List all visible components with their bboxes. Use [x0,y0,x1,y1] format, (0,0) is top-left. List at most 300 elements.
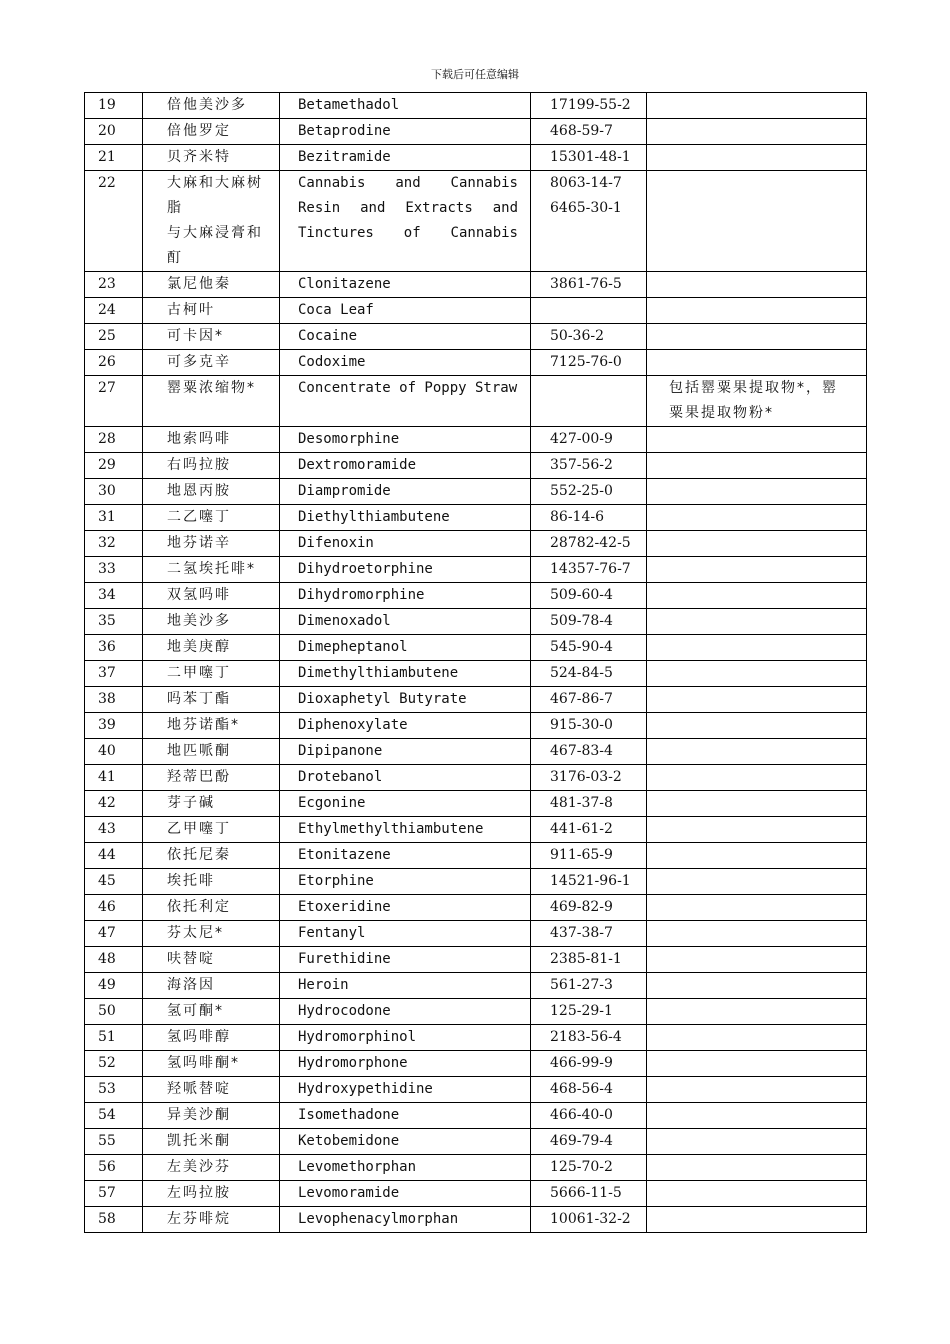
cas-number-line: 10061-32-2 [550,1211,631,1227]
chinese-name [143,145,280,171]
remark [647,609,867,635]
row-number: 43 [85,817,143,843]
english-name [280,1103,531,1129]
remark [647,298,867,324]
cas-number-line: 6465-30-1 [550,200,622,216]
remark [647,145,867,171]
table-row [85,324,867,350]
cas-number-line: 466-99-9 [550,1055,613,1071]
remark [647,1207,867,1233]
chinese-name-line: 海洛因 [167,977,215,993]
remark [647,479,867,505]
chinese-name-line: 地恩丙胺 [167,483,231,499]
english-name [280,298,531,324]
row-number: 31 [85,505,143,531]
cas-number [531,583,647,609]
cas-number-line: 509-78-4 [550,613,613,629]
english-name-line: Etoxeridine [298,899,391,915]
chinese-name-line: 地美沙多 [167,613,231,629]
remark [647,505,867,531]
cas-number [531,869,647,895]
cas-number-line: 468-59-7 [550,123,613,139]
cas-number-line: 17199-55-2 [550,97,631,113]
english-name-line: Dihydromorphine [298,587,425,603]
row-number: 30 [85,479,143,505]
row-number: 58 [85,1207,143,1233]
row-number: 35 [85,609,143,635]
remark [647,453,867,479]
cas-number-line: 2183-56-4 [550,1029,622,1045]
chinese-name [143,453,280,479]
table-row [85,350,867,376]
english-name [280,350,531,376]
cas-number-line: 7125-76-0 [550,354,622,370]
english-name-line: Coca Leaf [298,302,374,318]
cas-number [531,427,647,453]
english-name-line: Betaprodine [298,123,391,139]
english-name-line: Dimepheptanol [298,639,408,655]
chinese-name [143,1025,280,1051]
cas-number [531,479,647,505]
chinese-name-line: 右吗拉胺 [167,457,231,473]
table-row [85,376,867,427]
table-row [85,1155,867,1181]
cas-number [531,1207,647,1233]
cas-number [531,661,647,687]
english-name [280,661,531,687]
chinese-name-line: 氢吗啡酮* [167,1055,240,1071]
cas-number-line: 509-60-4 [550,587,613,603]
table-body [85,93,867,1233]
english-name-line: Dimenoxadol [298,613,391,629]
row-number: 51 [85,1025,143,1051]
cas-number-line: 467-86-7 [550,691,613,707]
chinese-name-line: 左美沙芬 [167,1159,231,1175]
table-row [85,817,867,843]
cas-number [531,687,647,713]
chinese-name [143,350,280,376]
table-row [85,609,867,635]
chinese-name [143,635,280,661]
row-number: 56 [85,1155,143,1181]
chinese-name [143,1155,280,1181]
chinese-name-line: 二氢埃托啡* [167,561,256,577]
chinese-name [143,1051,280,1077]
chinese-name [143,687,280,713]
english-name-line: Etonitazene [298,847,391,863]
cas-number [531,119,647,145]
chinese-name-line: 凯托米酮 [167,1133,231,1149]
cas-number-line: 3176-03-2 [550,769,622,785]
table-row [85,1181,867,1207]
chinese-name-line: 芽子碱 [167,795,215,811]
chinese-name-line: 芬太尼* [167,925,224,941]
cas-number [531,973,647,999]
table-row [85,479,867,505]
english-name [280,324,531,350]
chinese-name [143,973,280,999]
english-name-line: Levophenacylmorphan [298,1211,459,1227]
cas-number-line: 561-27-3 [550,977,613,993]
remark [647,1129,867,1155]
english-name-line: Clonitazene [298,276,391,292]
row-number: 25 [85,324,143,350]
cas-number [531,1155,647,1181]
english-name [280,1051,531,1077]
remark [647,921,867,947]
row-number: 32 [85,531,143,557]
remark [647,739,867,765]
cas-number-line: 3861-76-5 [550,276,622,292]
chinese-name-line: 羟哌替啶 [167,1081,231,1097]
cas-number [531,350,647,376]
remark [647,817,867,843]
english-name [280,973,531,999]
chinese-name-line: 乙甲噻丁 [167,821,231,837]
english-name [280,635,531,661]
chinese-name [143,583,280,609]
english-name [280,791,531,817]
cas-number [531,713,647,739]
chinese-name-line: 依托尼秦 [167,847,231,863]
english-name [280,479,531,505]
chinese-name [143,1103,280,1129]
cas-number-line: 8063-14-7 [550,175,622,191]
cas-number-line: 469-79-4 [550,1133,613,1149]
english-name-line: Cocaine [298,328,358,344]
english-name [280,739,531,765]
row-number: 53 [85,1077,143,1103]
cas-number [531,1103,647,1129]
chinese-name-line: 呋替啶 [167,951,215,967]
english-name-line: Isomethadone [298,1107,400,1123]
cas-number [531,947,647,973]
cas-number-line: 524-84-5 [550,665,613,681]
chinese-name-line: 二甲噻丁 [167,665,231,681]
cas-number-line: 911-65-9 [550,847,613,863]
chinese-name-line: 大麻和大麻树 [167,175,263,191]
english-name-line: Dioxaphetyl Butyrate [298,691,467,707]
english-name-line: Tinctures of Cannabis [298,225,518,241]
chinese-name-line: 埃托啡 [167,873,215,889]
english-name-line: Levomethorphan [298,1159,417,1175]
english-name [280,1025,531,1051]
chinese-name-line: 倍他美沙多 [167,97,247,113]
cas-number-line: 86-14-6 [550,509,604,525]
chinese-name-line: 脂 [167,200,183,216]
table-row [85,93,867,119]
remark [647,687,867,713]
table-row [85,843,867,869]
chinese-name [143,272,280,298]
english-name-line: Levomoramide [298,1185,400,1201]
chinese-name-line: 双氢吗啡 [167,587,231,603]
chinese-name-line: 可卡因* [167,328,224,344]
chinese-name [143,609,280,635]
row-number: 44 [85,843,143,869]
english-name [280,427,531,453]
cas-number-line: 469-82-9 [550,899,613,915]
chinese-name-line: 地索吗啡 [167,431,231,447]
cas-number [531,1181,647,1207]
chinese-name [143,93,280,119]
english-name-line: Hydrocodone [298,1003,391,1019]
row-number: 55 [85,1129,143,1155]
chinese-name-line: 氯尼他秦 [167,276,231,292]
remark [647,531,867,557]
chinese-name-line: 氢可酮* [167,1003,224,1019]
page-header: 下载后可任意编辑 [431,68,519,81]
chinese-name-line: 左吗拉胺 [167,1185,231,1201]
english-name [280,119,531,145]
table-row [85,171,867,272]
english-name [280,93,531,119]
remark [647,1181,867,1207]
chinese-name [143,947,280,973]
row-number: 21 [85,145,143,171]
remark [647,635,867,661]
chinese-name-line: 地匹哌酮 [167,743,231,759]
chinese-name [143,479,280,505]
english-name-line: Dextromoramide [298,457,417,473]
table-row [85,921,867,947]
chinese-name [143,427,280,453]
row-number: 48 [85,947,143,973]
row-number: 54 [85,1103,143,1129]
chinese-name [143,1077,280,1103]
table-row [85,453,867,479]
row-number: 38 [85,687,143,713]
remark [647,427,867,453]
chinese-name [143,531,280,557]
english-name-line: Fentanyl [298,925,366,941]
table-row [85,145,867,171]
english-name-line: Codoxime [298,354,366,370]
chinese-name-line: 氢吗啡醇 [167,1029,231,1045]
cas-number [531,1129,647,1155]
row-number: 41 [85,765,143,791]
english-name [280,505,531,531]
cas-number [531,843,647,869]
cas-number [531,1077,647,1103]
cas-number-line: 467-83-4 [550,743,613,759]
remark [647,895,867,921]
table-row [85,557,867,583]
cas-number [531,272,647,298]
english-name [280,687,531,713]
cas-number [531,171,647,272]
cas-number [531,453,647,479]
chinese-name-line: 与大麻浸膏和 [167,225,263,241]
cas-number-line: 125-29-1 [550,1003,613,1019]
table-row [85,272,867,298]
row-number: 19 [85,93,143,119]
cas-number [531,609,647,635]
remark [647,843,867,869]
english-name [280,272,531,298]
english-name-line: Drotebanol [298,769,383,785]
row-number: 40 [85,739,143,765]
chinese-name [143,1181,280,1207]
english-name [280,713,531,739]
chinese-name-line: 二乙噻丁 [167,509,231,525]
row-number: 26 [85,350,143,376]
row-number: 36 [85,635,143,661]
english-name-line: Bezitramide [298,149,391,165]
chinese-name [143,1207,280,1233]
english-name [280,921,531,947]
cas-number [531,739,647,765]
remark [647,557,867,583]
english-name [280,895,531,921]
remark [647,999,867,1025]
english-name [280,947,531,973]
english-name [280,817,531,843]
cas-number-line: 481-37-8 [550,795,613,811]
remark [647,1025,867,1051]
english-name [280,557,531,583]
english-name [280,609,531,635]
chinese-name [143,324,280,350]
table-row [85,687,867,713]
remark [647,324,867,350]
cas-number-line: 552-25-0 [550,483,613,499]
english-name-line: Ecgonine [298,795,366,811]
row-number: 20 [85,119,143,145]
remark [647,765,867,791]
table-row [85,999,867,1025]
remark [647,1077,867,1103]
english-name [280,145,531,171]
cas-number-line: 545-90-4 [550,639,613,655]
english-name-line: Hydromorphinol [298,1029,417,1045]
remark [647,119,867,145]
cas-number-line: 468-56-4 [550,1081,613,1097]
chinese-name-line: 地美庚醇 [167,639,231,655]
cas-number [531,298,647,324]
chinese-name [143,171,280,272]
cas-number-line: 915-30-0 [550,717,613,733]
remark [647,947,867,973]
table-row [85,947,867,973]
row-number: 47 [85,921,143,947]
row-number: 33 [85,557,143,583]
cas-number [531,791,647,817]
chinese-name [143,895,280,921]
english-name [280,1129,531,1155]
cas-number [531,324,647,350]
row-number: 45 [85,869,143,895]
cas-number [531,557,647,583]
english-name-line: Etorphine [298,873,374,889]
english-name-line: Dipipanone [298,743,383,759]
english-name-line: Desomorphine [298,431,400,447]
english-name [280,1077,531,1103]
chinese-name-line: 贝齐米特 [167,149,231,165]
cas-number-line: 14521-96-1 [550,873,631,889]
chinese-name [143,505,280,531]
english-name [280,583,531,609]
chinese-name [143,739,280,765]
remark [647,93,867,119]
chinese-name-line: 地芬诺辛 [167,535,231,551]
english-name [280,999,531,1025]
chinese-name-line: 异美沙酮 [167,1107,231,1123]
english-name [280,376,531,427]
table-row [85,1077,867,1103]
table-row [85,661,867,687]
row-number: 28 [85,427,143,453]
english-name-line: Heroin [298,977,349,993]
remark [647,1103,867,1129]
english-name [280,171,531,272]
remark-line: 粟果提取物粉* [669,405,774,421]
chinese-name-line: 可多克辛 [167,354,231,370]
remark [647,376,867,427]
english-name-line: Resin and Extracts and [298,200,518,216]
cas-number-line: 441-61-2 [550,821,613,837]
remark [647,1051,867,1077]
table-row [85,531,867,557]
remark [647,1155,867,1181]
english-name-line: Diampromide [298,483,391,499]
row-number: 23 [85,272,143,298]
row-number: 46 [85,895,143,921]
row-number: 34 [85,583,143,609]
english-name [280,869,531,895]
row-number: 39 [85,713,143,739]
english-name [280,1181,531,1207]
cas-number [531,93,647,119]
chinese-name-line: 左芬啡烷 [167,1211,231,1227]
cas-number [531,765,647,791]
english-name-line: Dihydroetorphine [298,561,433,577]
cas-number-line: 28782-42-5 [550,535,631,551]
cas-number [531,505,647,531]
english-name-line: Furethidine [298,951,391,967]
chinese-name [143,376,280,427]
cas-number [531,999,647,1025]
chinese-name [143,791,280,817]
table-row [85,505,867,531]
english-name-line: Concentrate of Poppy Straw [298,380,518,396]
english-name [280,1155,531,1181]
remark [647,791,867,817]
table-row [85,1103,867,1129]
row-number: 24 [85,298,143,324]
row-number: 42 [85,791,143,817]
row-number: 22 [85,171,143,272]
cas-number-line: 15301-48-1 [550,149,631,165]
chinese-name [143,119,280,145]
cas-number-line: 14357-76-7 [550,561,631,577]
english-name-line: Hydroxypethidine [298,1081,433,1097]
table-row [85,1207,867,1233]
chinese-name [143,817,280,843]
cas-number [531,376,647,427]
drug-table [84,92,867,1233]
chinese-name [143,298,280,324]
remark [647,350,867,376]
table-row [85,713,867,739]
remark [647,869,867,895]
row-number: 29 [85,453,143,479]
cas-number [531,1051,647,1077]
chinese-name [143,557,280,583]
chinese-name [143,999,280,1025]
table-row [85,973,867,999]
remark [647,272,867,298]
